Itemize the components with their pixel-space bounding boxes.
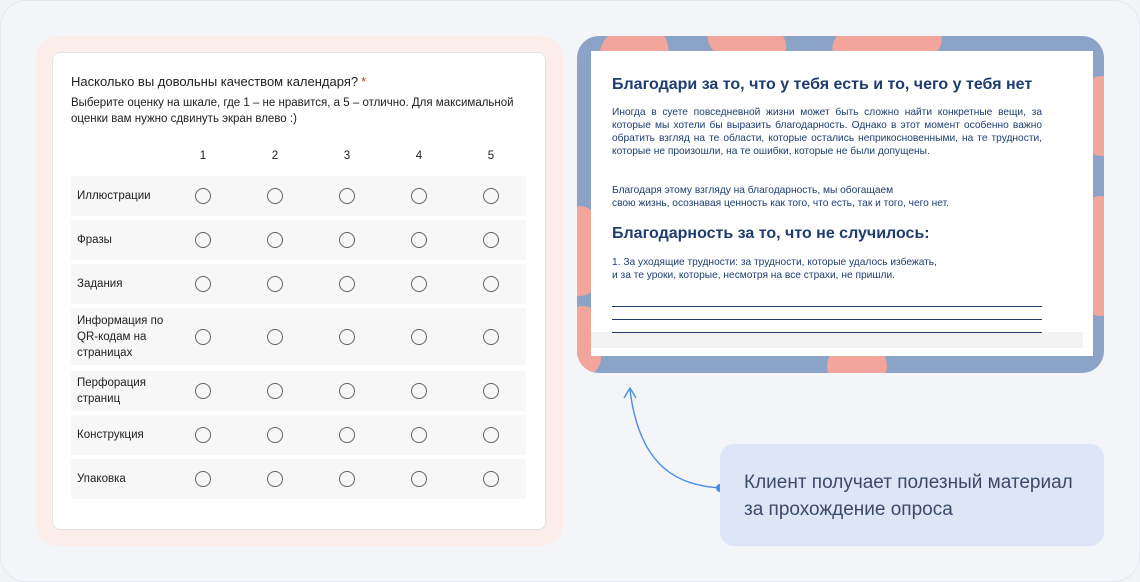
write-line xyxy=(612,306,1042,307)
radio-button[interactable] xyxy=(267,471,283,487)
radio-button[interactable] xyxy=(483,383,499,399)
rating-row xyxy=(71,176,526,216)
column-header: 5 xyxy=(487,150,495,162)
row-label: Конструкция xyxy=(77,429,144,441)
rating-row xyxy=(71,264,526,304)
column-header: 4 xyxy=(415,150,423,162)
radio-button[interactable] xyxy=(483,188,499,204)
radio-button[interactable] xyxy=(339,427,355,443)
rating-row xyxy=(71,371,526,411)
row-label: Перфорация страниц xyxy=(77,377,146,405)
radio-button[interactable] xyxy=(267,383,283,399)
radio-button[interactable] xyxy=(483,471,499,487)
radio-button[interactable] xyxy=(195,232,211,248)
radio-button[interactable] xyxy=(267,188,283,204)
rating-row xyxy=(71,308,526,365)
write-line xyxy=(612,319,1042,320)
radio-button[interactable] xyxy=(411,232,427,248)
row-label: Задания xyxy=(77,278,123,290)
question-title xyxy=(71,74,366,89)
radio-button[interactable] xyxy=(339,276,355,292)
document-paragraph: Иногда в суете повседневной жизни может быть сложно найти конкретные вещи, за которые мы хотели бы выразить благодарность. Однако в этот момент особенно важно обратить взгляд на те области, которые остались неприкосновенными, на те трудности, которые не произошли, на те ошибки, которые не были допущены. xyxy=(612,107,1042,157)
radio-button[interactable] xyxy=(339,188,355,204)
question-text: Насколько вы довольны качеством календаря? xyxy=(71,74,359,89)
radio-button[interactable] xyxy=(195,427,211,443)
row-label: Иллюстрации xyxy=(77,190,151,202)
radio-button[interactable] xyxy=(411,188,427,204)
document-heading: Благодари за то, что у тебя есть и то, чего у тебя нет xyxy=(612,76,1033,93)
radio-button[interactable] xyxy=(339,232,355,248)
document-subheading: Благодарность за то, что не случилось: xyxy=(612,225,930,242)
radio-button[interactable] xyxy=(411,383,427,399)
radio-button[interactable] xyxy=(411,276,427,292)
radio-button[interactable] xyxy=(411,427,427,443)
radio-button[interactable] xyxy=(195,329,211,345)
survey-card xyxy=(52,52,546,530)
radio-button[interactable] xyxy=(267,329,283,345)
rating-row xyxy=(71,220,526,260)
radio-button[interactable] xyxy=(267,427,283,443)
radio-button[interactable] xyxy=(411,329,427,345)
document-preview xyxy=(577,36,1104,373)
column-header: 3 xyxy=(343,150,351,162)
radio-button[interactable] xyxy=(483,276,499,292)
column-header: 1 xyxy=(199,150,207,162)
radio-button[interactable] xyxy=(483,232,499,248)
radio-button[interactable] xyxy=(267,276,283,292)
rating-row xyxy=(71,459,526,499)
radio-button[interactable] xyxy=(195,383,211,399)
radio-button[interactable] xyxy=(267,232,283,248)
radio-button[interactable] xyxy=(195,276,211,292)
write-line xyxy=(612,332,1042,333)
radio-button[interactable] xyxy=(339,329,355,345)
radio-button[interactable] xyxy=(483,329,499,345)
row-label: Упаковка xyxy=(77,473,126,485)
column-header: 2 xyxy=(271,150,279,162)
document-paragraph: Благодаря этому взгляду на благодарность, мы обогащаем свою жизнь, осознавая ценность как того, что есть, так и того, чего нет. xyxy=(612,185,949,209)
radio-button[interactable] xyxy=(195,188,211,204)
row-label: Информация по QR-кодам на страницах xyxy=(77,314,164,359)
row-label: Фразы xyxy=(77,234,112,246)
question-description: Выберите оценку на шкале, где 1 – не нравится, а 5 – отлично. Для максимальной оценки вам нужно сдвинуть экран влево :) xyxy=(71,97,514,125)
radio-button[interactable] xyxy=(195,471,211,487)
rating-row xyxy=(71,415,526,455)
callout-box xyxy=(720,444,1104,546)
document-list-item: 1. За уходящие трудности: за трудности, которые удалось избежать, и за те уроки, которые, несмотря на все страхи, не пришли. xyxy=(612,257,937,281)
callout-text: Клиент получает полезный материал за прохождение опроса xyxy=(744,472,1073,520)
radio-button[interactable] xyxy=(483,427,499,443)
radio-button[interactable] xyxy=(339,471,355,487)
radio-button[interactable] xyxy=(411,471,427,487)
required-mark: * xyxy=(361,74,367,89)
page-footer-strip xyxy=(591,332,1083,348)
radio-button[interactable] xyxy=(339,383,355,399)
